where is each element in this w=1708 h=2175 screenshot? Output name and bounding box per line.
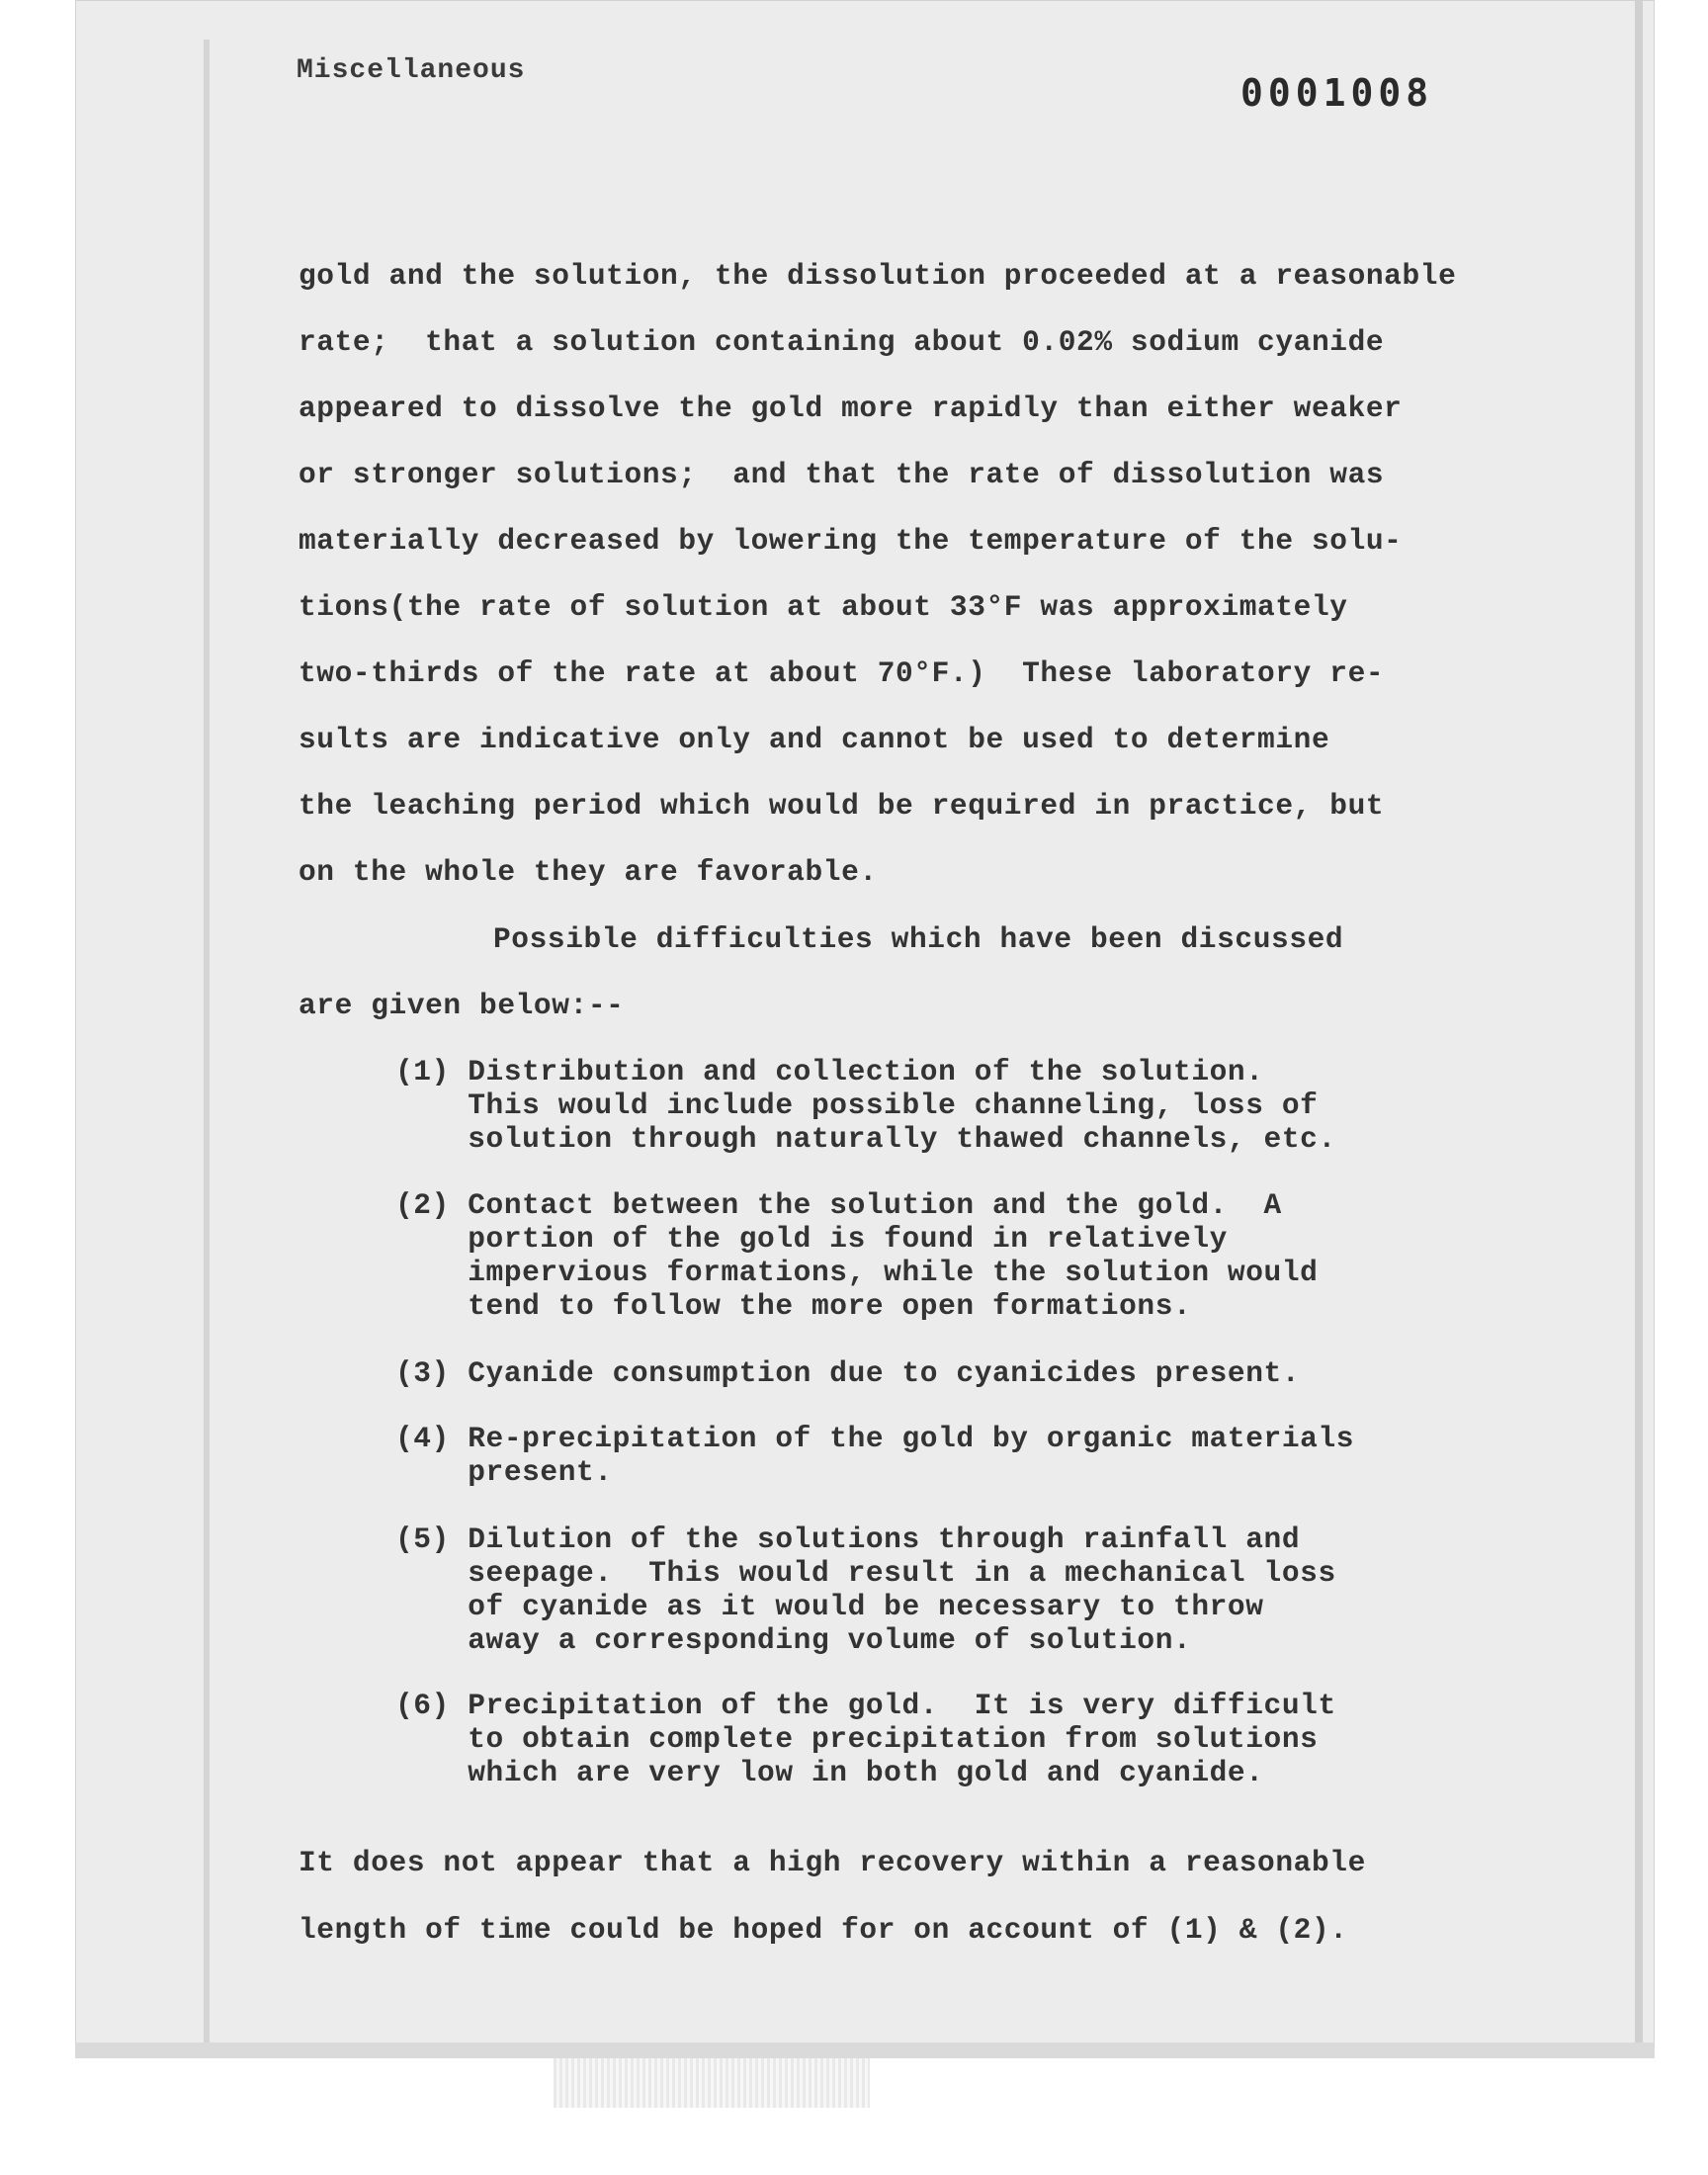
list-item-5-line: seepage. This would result in a mechanical loss [395, 1556, 1336, 1590]
list-item-5-line: of cyanide as it would be necessary to throw [395, 1590, 1264, 1623]
para2-line: are given below:-- [299, 989, 625, 1022]
list-item-2-line: tend to follow the more open formations. [395, 1289, 1192, 1323]
para1-line: or stronger solutions; and that the rate of dissolution was [299, 458, 1385, 491]
para1-line: on the whole they are favorable. [299, 855, 878, 889]
list-item-1-line: (1) Distribution and collection of the solution. [395, 1055, 1264, 1088]
para1-line: gold and the solution, the dissolution proceeded at a reasonable [299, 259, 1457, 293]
scan-artifact [554, 2058, 870, 2108]
list-item-5-line: (5) Dilution of the solutions through rainfall and [395, 1522, 1301, 1556]
list-item-2-line: portion of the gold is found in relatively [395, 1222, 1228, 1256]
list-item-1-line: This would include possible channeling, loss of [395, 1088, 1319, 1122]
sheet-shadow-right [1635, 0, 1643, 2058]
para1-line: materially decreased by lowering the temperature of the solu- [299, 524, 1403, 558]
list-item-2-line: (2) Contact between the solution and the gold. A [395, 1188, 1282, 1222]
document-number: 0001008 [1240, 71, 1434, 115]
list-item-6-line: (6) Precipitation of the gold. It is very difficult [395, 1689, 1336, 1722]
section-label: Miscellaneous [297, 55, 526, 86]
list-item-5-line: away a corresponding volume of solution. [395, 1623, 1192, 1657]
para1-line: appeared to dissolve the gold more rapidly than either weaker [299, 392, 1403, 425]
list-item-6-line: to obtain complete precipitation from solutions [395, 1722, 1319, 1756]
sheet-shadow-left [204, 40, 210, 2051]
para1-line: the leaching period which would be required in practice, but [299, 789, 1385, 823]
list-item-3-line: (3) Cyanide consumption due to cyanicides present. [395, 1356, 1301, 1390]
list-item-4-line: present. [395, 1455, 613, 1489]
conclusion-line: It does not appear that a high recovery within a reasonable [299, 1846, 1366, 1879]
list-item-6-line: which are very low in both gold and cyanide. [395, 1756, 1264, 1789]
conclusion-line: length of time could be hoped for on account of (1) & (2). [299, 1913, 1348, 1947]
para1-line: two-thirds of the rate at about 70°F.) These laboratory re- [299, 656, 1385, 690]
para1-line: rate; that a solution containing about 0.02% sodium cyanide [299, 325, 1385, 359]
list-item-1-line: solution through naturally thawed channels, etc. [395, 1122, 1336, 1156]
sheet-bottom-edge [75, 2043, 1655, 2058]
para2-line: Possible difficulties which have been discussed [493, 922, 1344, 956]
list-item-2-line: impervious formations, while the solution would [395, 1256, 1319, 1289]
para1-line: tions(the rate of solution at about 33°F was approximately [299, 590, 1348, 624]
para1-line: sults are indicative only and cannot be used to determine [299, 723, 1330, 756]
list-item-4-line: (4) Re-precipitation of the gold by organic materials [395, 1422, 1355, 1455]
